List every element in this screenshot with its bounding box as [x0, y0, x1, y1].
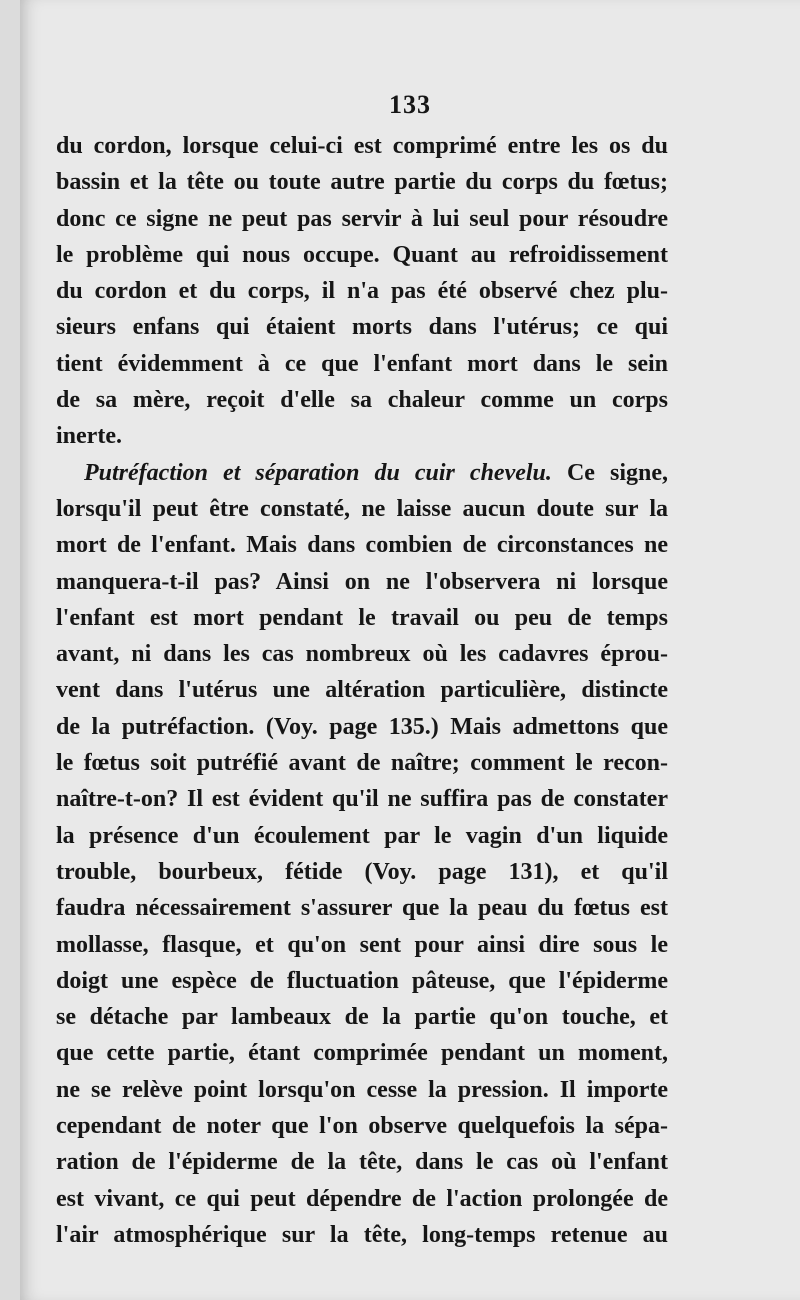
text-line: de sa mère, reçoit d'elle sa chaleur comme un corps	[56, 387, 668, 414]
page-number: 133	[389, 90, 431, 119]
text-line: avant, ni dans les cas nombreux où les cadavres éprou-	[56, 641, 668, 668]
text-line: ration de l'épiderme de la tête, dans le cas où l'enfant	[56, 1149, 668, 1176]
text-line: cependant de noter que l'on observe quelquefois la sépa-	[56, 1113, 668, 1140]
text-line: doigt une espèce de fluctuation pâteuse, que l'épiderme	[56, 967, 668, 994]
text-line: la présence d'un écoulement par le vagin d'un liquide	[56, 822, 668, 849]
text-line: trouble, bourbeux, fétide (Voy. page 131), et qu'il	[56, 858, 668, 885]
text-line: du cordon et du corps, il n'a pas été observé chez plu-	[56, 278, 668, 305]
section-heading: Putréfaction et séparation du cuir chevelu.	[84, 459, 552, 486]
text-line: naître-t-on? Il est évident qu'il ne suffira pas de constater	[56, 786, 668, 813]
book-page	[20, 0, 800, 1300]
text-line: manquera-t-il pas? Ainsi on ne l'observera ni lorsque	[56, 568, 668, 595]
text-line: l'air atmosphérique sur la tête, long-temps retenue au	[56, 1221, 668, 1248]
body-text	[56, 128, 668, 1253]
text-line: bassin et la tête ou toute autre partie du corps du fœtus;	[56, 169, 668, 196]
text-line: mort de l'enfant. Mais dans combien de circonstances ne	[56, 532, 668, 559]
text-line: du cordon, lorsque celui-ci est comprimé entre les os du	[56, 133, 668, 159]
text-line: que cette partie, étant comprimée pendant un moment,	[56, 1040, 668, 1067]
text-line: le problème qui nous occupe. Quant au refroidissement	[56, 241, 668, 268]
text-line: mollasse, flasque, et qu'on sent pour ainsi dire sous le	[56, 931, 668, 958]
text-line: faudra nécessairement s'assurer que la peau du fœtus est	[56, 895, 668, 922]
text-line: est vivant, ce qui peut dépendre de l'action prolongée de	[56, 1185, 668, 1212]
text-line: vent dans l'utérus une altération particulière, distincte	[56, 677, 668, 704]
text-line: lorsqu'il peut être constaté, ne laisse aucun doute sur la	[56, 495, 668, 522]
text-line: donc ce signe ne peut pas servir à lui seul pour résoudre	[56, 205, 668, 232]
text-line: le fœtus soit putréfié avant de naître; comment le recon-	[56, 750, 668, 777]
text-line: inerte.	[56, 423, 122, 450]
text-line: l'enfant est mort pendant le travail ou peu de temps	[56, 604, 668, 631]
text-line: tient évidemment à ce que l'enfant mort dans le sein	[56, 350, 668, 377]
text-span: Ce signe,	[566, 459, 668, 486]
text-line: se détache par lambeaux de la partie qu'on touche, et	[56, 1004, 668, 1031]
text-line: de la putréfaction. (Voy. page 135.) Mais admettons que	[56, 713, 668, 740]
text-line: ne se relève point lorsqu'on cesse la pression. Il importe	[56, 1076, 668, 1103]
text-line: sieurs enfans qui étaient morts dans l'utérus; ce qui	[56, 314, 668, 341]
paragraph-heading-line	[56, 455, 668, 491]
